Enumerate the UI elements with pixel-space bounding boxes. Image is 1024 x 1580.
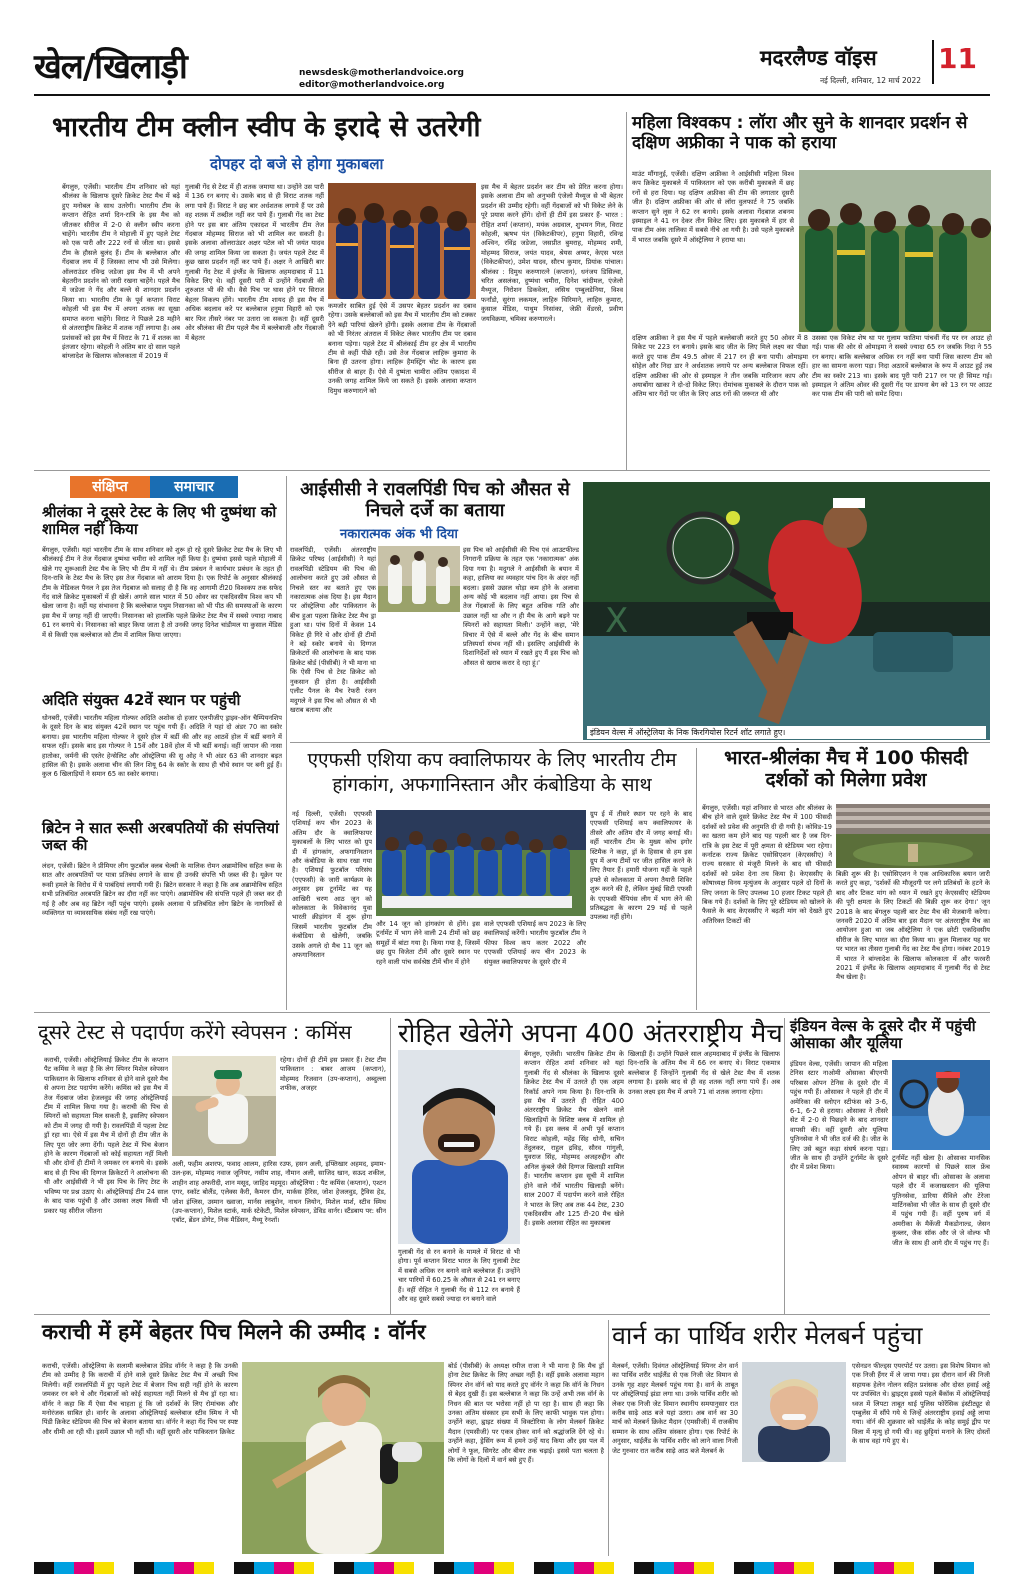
india-football-team-photo [376,810,586,916]
headline-afc-asia-cup: एएफसी एशिया कप क्वालिफायर के लिए भारतीय टीम हांगकांग, अफगानिस्तान और कंबोडिया के साथ [307,749,677,796]
editor-email[interactable]: editor@motherlandvoice.org [299,80,445,90]
headline-icc-rawalpindi: आईसीसी ने रावलपिंडी पिच को औसत से निचले दर्जे का बताया [300,479,570,521]
vertical-rule-a7-a8 [784,1018,785,1314]
brief-headline-aditi: अदिति संयुक्त 42वें स्थान पर पहुंची [42,691,241,709]
osaka-photo [892,1060,990,1150]
a5-column-1: बेंगलुरु, एजेंसी। यहां शनिवार से भारत और श्रीलंका के बीच होने वाले दूसरे क्रिकेट टेस्ट मैच में 100 फीसदी दर्शकों को प्रवेश की अनुमति दी दी गयी है। कोविड-19 का खतरा कम होने बाद यह पहली बार है जब दिन-रात्रि के इस टेस्ट में पूरी क्षमता से स्टेडियम भरा रहेगा। कर्नाटक राज्य क्रिकेट एसोसिएशन (केएससीए) ने राज्य सरकार से मंजूरी मिलने के बाद सौ फीसदी दर्शकों को प्रवेश देना तय किया है। केएससीए के कोषाध्यक्ष विनय मृत्युंजय के अनुसार पहले दो दिनों के लिए जनता के लिए उपलब्ध 10 हजार टिकट पहले ही बिक गये हैं। दर्शकों के लिए पूरे स्टेडियम को खोलने के फैसले के बाद केएससीए ने बढ़ती मांग को देखते हुए अतिरिक्त टिकटों की [702,804,832,925]
dateline: नई दिल्ली, शनिवार, 12 मार्च 2022 [820,76,922,85]
south-africa-team-photo [799,170,991,332]
headline-india-clean-sweep: भारतीय टीम क्लीन स्वीप के इरादे से उतरेगी [52,112,481,143]
headline-full-spectators: भारत-श्रीलंका मैच में 100 फीसदी दर्शकों को मिलेगा प्रवेश [724,747,968,791]
rohit-sharma-photo [398,1050,520,1244]
kyrgios-photo [583,482,990,740]
horizontal-rule-lower [34,1012,990,1013]
a1-column-4: इस मैच में बेहतर प्रदर्शन कर टीम को प्रेरित करना होगा। इसके अलावा टीम को अनुभवी एंजेलो मैथ्यूज से भी बेहतर प्रदर्शन की उम्मीद रहेगी। वहीं गेंदबाजों को भी विकेट लेने के पूरे प्रयास करने होंगे। दोनों ही टीमें इस प्रकार हैं- भारत : रोहित शर्मा (कप्तान), मयंक अग्रवाल, शुभमन गिल, विराट कोहली, ऋषभ पंत (विकेटकीपर), हनुमा विहारी, रविन्द्र अश्विन, रविंद्र जडेजा, जसप्रीत बुमराह, मोहम्मद शमी, मोहम्मद सिराज, जयंत यादव, श्रेयस अय्यर, केएस भरत (विकेटकीपर), उमेश यादव, सौरभ कुमार, प्रियांक पांचाल। श्रीलंका : दिमुथ करुणारत्ने (कप्तान), धनंजय डिसिल्वा, चरित असलंका, दुष्मंथा चमीरा, दिनेश चांदीमल, एंजेलो मैथ्यूज, निरोशन डिकवेला, लसिथ एम्बुलडेनिया, विश्व फर्नांडो, सुरंगा लकमल, लाहिरु थिरिमाने, लाहिरु कुमारा, कुसाल मेंडिस, पाथुम निसांका, जेफ्री वेंडरसे, प्रवीण जयविक्रमा, चमिका करुणारत्ने। [481,183,623,323]
headline-osaka-yulia: इंडियन वेल्स के दूसरे दौर में पहुंची ओसाका और यूलिया [790,1017,976,1053]
a4-column-1: नई दिल्ली, एजेंसी। एएफसी एशियाई कप चीन 2023 के अंतिम दौर के क्वालिफायर मुकाबलों के लिए भारत को ग्रुप डी में हांगकांग, अफगानिस्तान और कंबोडिया के साथ रखा गया है। एशियाई फुटबॉल परिसंघ (एएफसी) के जारी कार्यक्रम के अनुसार इस टूर्नामेंट का यह आखिरी चरण आठ जून को कोलकाता के विवेकानंद युवा भारती क्रीड़ांगन में शुरू होगा जिसमें भारतीय फुटबॉल टीम कंबोडिया से खेलेगी, जबकि उसके अगले दो मैच 11 जून को अफगानिस्तान [292,810,372,960]
headline-warne-body-melbourne: वार्न का पार्थिव शरीर मेलबर्न पहुंचा [612,1321,923,1350]
a1-column-1: बेंगलुरु, एजेंसी। भारतीय टीम शनिवार को यहां श्रीलंका के खिलाफ दूसरे क्रिकेट टेस्ट मैच में बढ़े हुए मनोबल के साथ उतरेगी। भारतीय टीम के कप्तान रोहित शर्मा दिन-रात्रि के इस मैच को जीतकर सीरीज में 2-0 से क्लीन स्वीप करना चाहेंगे। भारतीय टीम ने मोहाली में हुए पहले टेस्ट को एक पारी और 222 रनों से जीता था। इससे टीम के हौसले बुलंद हैं। टीम के बल्लेबाज और गेंदबाज लय में हैं जिसका लाभ भी उसे मिलेगा। ऑलराउंडर रविन्द्र जडेजा इस मैच में भी अपने बेहतरीन प्रदर्शन को जारी रखना चाहेंगे। पहले मैच में जडेजा ने गेंद और बल्ले से शानदार प्रदर्शन किया था। भारतीय टीम के पूर्व कप्तान विराट कोहली भी इस मैच में अपना शतक का सूखा समाप्त करना चाहेंगे। विराट ने पिछले 28 महीने से अंतरराष्ट्रीय क्रिकेट में शतक नहीं लगाया है। अब प्रशंसकों को इस मैच में विराट के 71 वें शतक का इंतजार रहेगा। कोहली ने अंतिम बार दो साल पहले बांग्लादेश के खिलाफ कोलकाता में 2019 में [62,183,180,361]
vertical-rule-a4-a5 [696,748,697,1010]
warner-photo [242,1362,444,1554]
vertical-rule-a1-a2 [626,112,627,470]
brief-tag-samachar: समाचार [150,476,238,498]
horizontal-rule-top [34,470,990,471]
brief-body-aditi: धोनबरी, एजेंसी। भारतीय महिला गोल्फर अदिति अशोक दो हजार एलपीजीए ड्राइव-ऑन चैम्पियनशिप के दूसरे दिन के बाद संयुक्त 42वें स्थान पर पहुंच गयी हैं। अदिति ने यहां दो अंडर 70 का स्कोर बनाया। इस भारतीय महिला गोल्फर ने दूसरे होल में बर्डी की और वह आठवें होल में बर्डी बनाने में सफल रहीं। इसके बाद इस गोल्फर ने 15वें और 18वें होल में भी बर्डी बनाई। वहीं जापान की नासा हातोका, जर्मनी की एस्तेर हेन्सेलिट और ऑस्ट्रेलिया की सु ओह ने भी अंडर 63 की शानदार बढ़त हासिल की है। इसके अलावा चीन की लिन शियू 64 के स्कोर के साथ ही चौथे स्थान पर बनी हुई हैं। कुल 6 खिलाड़ियों ने समान 65 का स्कोर बनाया। [42,714,282,779]
brief-headline-dushmantha: श्रीलंका ने दूसरे टेस्ट के लिए भी दुष्मंथा को शामिल नहीं किया [42,503,277,539]
horizontal-rule-bottom [34,1314,990,1315]
section-title: खेल/खिलाड़ी [34,47,187,87]
a10-column-1: मेलबर्न, एजेंसी। दिवंगत ऑस्ट्रेलियाई स्पिनर शेन वार्न का पार्थिव शरीर थाईलैंड से एक निजी जेट विमान से उनके गृह शहर मेलबर्न पहुंच गया है। वार्न के ताबूत पर ऑस्ट्रेलियाई झंडा लगा था। उनके पार्थिव शरीर को लेकर एक निजी जेट विमान स्थानीय समयानुसार रात करीब साढ़े आठ बजे यहां उतरा। अब वार्न का 30 मार्च को मेलबर्न क्रिकेट मैदान (एमसीजी) में राजकीय सम्मान के साथ अंतिम संस्कार होगा। एक रिपोर्ट के अनुसार, थाईलैंड के पार्थिव शरीर को लाने वाला निजी जेट गुरुवार रात करीब साढ़े आठ बजे मेलबर्न के [612,1362,738,1455]
shane-warne-photo [742,1362,846,1462]
page-number: 11 [938,42,977,75]
a2-column-3: उसका एक विकेट शेष था पर गुलाम फातिमा पांचवीं गेंद पर रन आउट हो गईं। पाक की ओर से ओमाइमा ने सबसे ज्यादा 65 रन जबकि निदा ने 55 रन बनाए। बाकि बल्लेबाज अधिक रन नहीं बना पायीं जिस कारण टीम को हार का सामना करना पड़ा। निदा अठारवें बल्लेबाज के रूप में आउट हुईं तब टीम का स्कोर 213 था। इसके बाद पूरी पारी 217 रन पर ही सिमट गई। इस्माइल ने अंतिम ओवर की दूसरी गेंद पर डायना बेग को 13 रन पर आउट कर पाक टीम की पारी को समेट दिया। [812,334,992,399]
a10-column-2: एसेनडन फील्ड्स एयरपोर्ट पर उतरा। इस विशेष विमान को एक निजी हैंगर में ले जाया गया। इस दौरान वार्न की निजी सहायक हेलेन नोलन सहित प्रशंसक और दोस्त हवाई अड्डे पर उपस्थित थे। ह्वाइट्स इससे पहले बैंकॉक में ऑस्ट्रेलियाई ध्वज में लिपटा ताबूत थाई पुलिस फोरेंसिक इंस्टीट्यूट से एम्बुलेंस में सौंपे गये थे जिन्हें अंतरराष्ट्रीय हवाई अड्डे लाया गया। वॉर्न की शुक्रवार को थाईलैंड के कोह समुई द्वीप पर विला में मृत्यु हो गयी थी। वह छुट्टियां मनाने के लिए दोस्तों के साथ वहां गये हुए थे। [852,1362,990,1446]
kyrgios-photo-caption: इंडियन वेल्स में ऑस्ट्रेलिया के निक किरगियोस रिटर्न शॉट लगाते हुए। [587,726,986,739]
swepson-photo [172,1056,276,1156]
stadium-photo [836,804,990,868]
a2-column-1: माउंट मौंगानुई, एजेंसी। दक्षिण अफ्रीका ने आईसीसी महिला विश्व कप क्रिकेट मुकाबले में पाकिस्तान को एक करीबी मुकाबले में छह रनों से हरा दिया। यह दक्षिण अफ्रीका की टीम की लगातार दूसरी जीत है। दक्षिण अफ्रीका की ओर से लॉरा वुलफार्ट ने 75 जबकि कप्तान सुने लूस ने 62 रन बनाये। इसके अलावा गेंदबाज शबनम इस्माइल ने 41 रन देकर तीन विकेट लिए। इस मुकाबले में हार से पाक टीम अंक तालिका में सबसे नीचे आ गयी है। उसे पहले मुकाबले में भारत जबकि दूसरे में ऑस्ट्रेलिया ने हराया था। [632,170,794,244]
a7-column-1: बेंगलुरु, एजेंसी। भारतीय क्रिकेट टीम के कप्तान रोहित शर्मा शनिवार को यहां गुलाबी गेंद से श्रीलंका के खिलाफ दूसरे क्रिकेट टेस्ट मैच में उतरते ही एक अहम रिकॉर्ड अपने नाम किया है। दिन-रात्रि के इस मैच में उतरते ही रोहित 400 अंतरराष्ट्रीय क्रिकेट मैच खेलने वाले खिलाड़ियों के विशिष्ट क्लब में शामिल हो गये हैं। इस क्लब में अभी पूर्व कप्तान विराट कोहली, महेंद्र सिंह धोनी, सचिन तेंदुलकर, राहुल द्रविड़, सौरव गांगुली, युवराज सिंह, मोहम्मद अजहरुद्दीन और अनिल कुंबले जैसे दिग्गज खिलाड़ी शामिल हैं। भारतीय कप्तान इस सूची में शामिल होने वाले नौवें भारतीय खिलाड़ी बनेंगे। साल 2007 में पदार्पण करने वाले रोहित ने भारत के लिए अब तक 44 टेस्ट, 230 एकदिवसीय और 125 टी-20 मैच खेले हैं। इसके अलावा रोहित का मुकाबला [524,1050,624,1228]
brief-body-britain: लंदन, एजेंसी। ब्रिटेन ने प्रीमियर लीग फुटबॉल क्लब चेल्सी के मालिक रोमन अब्रामोविच सहित रूस के सात और अरबपतियों पर यात्रा प्रतिबंध लगाने के साथ ही उनकी संपत्ति भी जब्त की है। यूक्रेन पर रूसी हमले के विरोध में ये पाबंदियां लगायी गयी हैं। ब्रिटेन सरकार ने कहा है कि अब अब्रामोविच सहित सभी प्रतिबंधित अरबपति ब्रिटेन का दौरा नहीं कर पाएंगे। अब्रामोविच की संपत्ति पहले ही जब्त कर दी गई है और अब वह ब्रिटेन नहीं पहुंच पाएंगे। इसके अलावा ये प्रतिबंधित लोग ब्रिटेन के नागरिकों से व्यक्तिगत या व्यावसायिक संबंध नहीं रख पाएंगे। [42,862,282,918]
vertical-rule-a6-a7 [390,1018,391,1314]
a2-column-2: दक्षिण अफ्रीका ने इस मैच में पहले बल्लेबाजी करते हुए 50 ओवर में 8 विकेट पर 223 रन बनाये। इसके बाद जीत के लिए मिले लक्ष्य का पीछा करते हुए पाक टीम 49.5 ओवर में 217 रन ही बना पायी। ओमाइमा सोहेल और निदा डार ने अर्धशतक लगाये पर अन्य बल्लेबाज विफल रहीं। दक्षिण अफ्रीका की ओर से इस्माइल ने तीन जबकि मारिजान काप और अयाबोंगा खाका ने दो-दो विकेट लिए। रोमांचक मुकाबले के दौरान पाक को अंतिम चार गेंदों पर जीत के लिए आठ रनों की जरूरत थी और [632,334,808,399]
a6-column-3: अली, फहीम अशरफ, फवाद आलम, हारिस रउफ, हसन अली, इफ्तिखार अहमद, इमाम-उल-हक, मोहम्मद नवाज जूनियर, नसीम शाह, नौमान अली, साजिद खान, सऊद शकील, शाहीन शाह अफरीदी, शान मसूद, जाहिद महमूद। ऑस्ट्रेलिया : पैट कमिंस (कप्तान), एश्टन एगर, स्कॉट बोलैंड, एलेक्स कैरी, कैमरन ग्रीन, मार्कस हैरिस, जोश हेजलवुड, ट्रैविस हेड, जोश इंग्लिस, उस्मान ख्वाजा, मार्नस लाबुशेन, नाथन लियोन, मिशेल मार्श, स्टीव स्मिथ (उप-कप्तान), मिशेल स्टार्क, मार्क स्टेकेटी, मिशेल स्वेपसन, डेविड वार्नर। स्टैंडबाय पर: सीन एबॉट, ब्रेंडन डोगेट, निक मैडिंसन, मैथ्यू रेनशॉ। [172,1160,386,1225]
a9-column-2: बोर्ड (पीसीबी) के अध्यक्ष रमीज राजा ने भी माना है कि मैच ड्रॉ होना टेस्ट क्रिकेट के लिए अच्छा नहीं है। वहीं इसके अलावा महान स्पिनर शेन वॉर्न को याद करते हुए वॉर्नर ने कहा कि वॉर्न के निधन से बेहद दुखी हैं। इस बल्लेबाज ने कहा कि उन्हें अभी तक वॉर्न के निधन की बात पर भरोसा नहीं हो पा रहा है। साथ ही कहा कि उनका अंतिम संस्कार हम सभी के लिए काफी भावुक पल होगा। उन्होंने कहा, ह्वाइट संख्या में विक्टोरिया के लोग मेलबर्न क्रिकेट मैदान (एमसीजी) पर एकत्र होकर वार्न को श्रद्धांजलि देंगे रहे थे। उन्होंने कहा, ड्रेसिंग रूम में हमने उन्हें याद किया और इस पल में लोगों ने फूल, सिगरेट और बीयर तक चढ़ाई। इससे पता चलता है कि लोगों के दिलों में वार्न बसे हुए हैं। [448,1362,604,1465]
subheadline-negative-point: नकारात्मक अंक भी दिया [340,527,458,542]
a5-column-2: बिक्री शुरू की है। एसोसिएशन ने एक आधिकारिक बयान जारी करते हुए कहा, 'दर्शकों की मौजूदगी पर लगे प्रतिबंधों के हटने के बाद और टिकट मांग को ध्यान में रखते हुए केएससीए स्टेडियम की पूरी क्षमता के लिए टिकटों की बिक्री शुरू कर देगा।' जून 2018 के बाद बेंगलुरु पहली बार टेस्ट मैच की मेजबानी करेगा। जनवरी 2020 में अंतिम बार इस मैदान पर अंतरराष्ट्रीय मैच का आयोजन हुआ था जब ऑस्ट्रेलिया ने एक छोटी एकदिवसीय सीरीज के लिए भारत का दौरा किया था। कुल मिलाकर यह घर पर भारत का तीसरा गुलाबी गेंद का टेस्ट मैच होगा। नवंबर 2019 में भारत ने बांग्लादेश के खिलाफ कोलकाता में और फरवरी 2021 में इंग्लैंड के खिलाफ अहमदाबाद में गुलाबी गेंद से टेस्ट मैच खेला है। [836,870,990,982]
brand-name: मदरलैण्ड वॉइस [760,46,877,70]
masthead-rule [34,94,990,96]
a3-column-1-top: रावलपिंडी, एजेंसी। अंतरराष्ट्रीय क्रिकेट परिषद (आईसीसी) ने यहां रावलपिंडी स्टेडियम की पिच की आलोचना करते हुए उसे औसत से निचले स्तर का बताते हुए एक नकारात्मक अंक दिया है। इस मैदान पर ऑस्ट्रेलिया और पाकिस्तान के बीच हुआ पहला क्रिकेट टेस्ट मैच ड्रा हुआ था। पांच दिनों में केवल 14 विकेट ही गिरे थे और दोनों ही टीमों ने बड़े स्कोर बनाये थे। दिग्गज क्रिकेटरों की आलोचना के बाद पाक क्रिकेट बोर्ड (पीसीबी) ने भी माना था कि ऐसी पिच से टेस्ट क्रिकेट को नुकसान ही होता है। आईसीसी एलीट पैनल के मैच रेफरी रंजन मदुगले ने इस पिच को औसत से भी खराब बताया और [290,546,376,714]
a4-column-2: और 14 जून को हांगकांग से होंगे। इस टूर्नामेंट में भाग लेने वाली 24 टीमों को छह समूहों में बांटा गया है। किया गया है, जिसमें छह ग्रुप विजेता टीमें और दूसरे स्थान पर रहने वाली पांच सर्वश्रेष्ठ टीमें चीन में होने [376,920,480,966]
headline-womens-world-cup: महिला विश्वकप : लॉरा और सुने के शानदार प्रदर्शन से दक्षिण अफ्रीका ने पाक को हराया [632,113,968,153]
headline-warner-karachi: कराची में हमें बेहतर पिच मिलने की उम्मीद : वॉर्नर [42,1320,426,1344]
subheadline-match-time: दोपहर दो बजे से होगा मुकाबला [210,155,384,173]
vertical-rule-briefs [286,476,287,1010]
a8-column-1: इंडियन वेल्स, एजेंसी। जापान की महिला टेनिस स्टार नाओमी ओसाका बीएनपी परिबास ओपन टेनिस के दूसरे दौर में पहुंच गयी हैं। ओसाका ने पहले ही दौर में अमेरिका की स्लोएन स्टीफंस को 3-6, 6-1, 6-2 से हराया। ओसाका ने तीसरे सेट में 2-0 से पिछड़ने के बाद शानदार वापसी की। वहीं दूसरी ओर यूलिया पुतिनसेवा ने भी जीत दर्ज की है। जीत के लिए उसे बहुत कड़ा संघर्ष करना पड़ा। जीत के साथ ही उन्होंने टूर्नामेंट के दूसरे दौर में प्रवेश किया। [790,1060,888,1172]
headline-rohit-400: रोहित खेलेंगे अपना 400 अंतरराष्ट्रीय मैच [398,1019,783,1049]
a8-column-2: टूर्नामेंट नहीं खेला है। ओसाका मानसिक स्वास्थ्य कारणों से पिछले साल फ्रेंच ओपन से बाहर थीं। ओसाका के अलावा पहले दौर में कजाखस्तान की यूलिया पुतिनसेवा, डारिया सैविले और टेरेजा मार्टिनकोवा भी जीत के साथ ही दूसरे दौर में पहुंच गयी हैं। वहीं पुरुष वर्ग में अमरीका के मैकेंजी मैकडोनाल्ड, जेसन कुब्लर, जैक सॉक और जे जे वोल्फ भी जीत के साथ ही आगे दौर में पहुंच गए हैं। [892,1154,990,1247]
brief-body-dushmantha: बेंगलुरु, एजेंसी। यहां भारतीय टीम के साथ शनिवार को शुरू हो रहे दूसरे क्रिकेट टेस्ट मैच के लिए भी श्रीलंकाई टीम ने तेज गेंदबाज दुष्मंथा चमीरा को शामिल नहीं किया है। दुष्मंथा इससे पहले मोहाली में खेले गए शुरूआती टेस्ट मैच के लिए भी टीम में नहीं थे। टीम प्रबंधन ने कार्यभार प्रबंधन के तहत ही दिन-रात्रि के टेस्ट मैच के लिए इस तेज गेंदबाज को आराम दिया है। एक रिपोर्ट के अनुसार श्रीलंकाई टीम के मेडिकल पैनल ने इस तेज गेंदबाज को सलाह दी है कि वह आगामी टी20 विश्वकप तक सफेद गेंद वाले क्रिकेट मुकाबलों में ही खेलें। अगले साल भारत में 50 ओवर का एकदिवसीय विश्व कप भी खेला जाना है। वहीं यह संभावना है कि बल्लेबाज पथुम निसानका को भी पीठ की समस्याओं के कारण इस मैच में जगह नहीं दी जाएगी। निसानका को हालांकि पहले क्रिकेट टेस्ट मैच में सबसे ज्यादा नाबाद 61 रन बनाये थे। निसानका को बाहर किया जाता है तो उनकी जगह दिनेश चांडीमल या कुसाल मेंडिस में से किसी एक बल्लेबाज को टीम में शामिल किया जाएगा। [42,546,282,639]
a7-column-2: गुलाबी गेंद से रन बनाने के मामले में विराट से भी होगा। पूर्व कप्तान विराट भारत के लिए गुलाबी टेस्ट में सबसे अधिक रन बनाने वाले बल्लेबाज हैं। उन्होंने चार पारियों में 60.25 के औसत से 241 रन बनाए हैं। वहीं रोहित ने गुलाबी गेंद से 112 रन बनाये हैं और वह दूसरे सबसे ज्यादा रन बनाने वाले [398,1248,520,1304]
color-registration-bar [34,1562,990,1574]
horizontal-rule-mid [290,742,990,743]
newsdesk-email[interactable]: newsdesk@motherlandvoice.org [299,68,464,78]
svg-text:X: X [605,601,629,641]
a1-column-2: गुलाबी गेंद से टेस्ट में ही शतक जमाया था। उन्होंने उस पारी में 136 रन बनाए थे। उसके बाद से ही विराट शतक नहीं लगा पाये हैं। विराट ने छह बार अर्धशतक लगाये हैं पर उसे वह शतक में तब्दील नहीं कर पाये हैं। गुलाबी गेंद का टेस्ट होने पर इस बार अंतिम एकादश में भारतीय टीम तेज गेंदबाज मोहम्मद सिराज को भी शामिल कर सकती है। इसके अलावा ऑलराउंडर अक्षर पटेल को भी जयंत यादव की जगह शामिल किया जा सकता है। जयंत पहले टेस्ट में कुछ खास प्रदर्शन नहीं कर पाये हैं। अक्षर ने आखिरी बार गुलाबी गेंद टेस्ट में इंग्लैंड के खिलाफ अहमदाबाद में 11 विकेट लिए थे। वहीं दूसरी पारी में उन्होंने गेंदबाजी की शुरुआत भी की थी। वैसे पिच पर घास होने पर सिराज बेहतर विकल्प होंगे। भारतीय टीम शायद ही इस मैच में अधिक बदलाव करे पर बल्लेबाज हनुमा विहारी को एक बार फिर तीसरे नंबर पर उतारा जा सकता है। वहीं दूसरी ओर श्रीलंका की टीम पहले मैच में बल्लेबाजी और गेंदबाजी में बेहतर [185,183,324,342]
a1-column-3: कमजोर साबित हुई ऐसे में उसपर बेहतर प्रदर्शन का दबाव रहेगा। उसके बल्लेबाजों को इस मैच में भारतीय टीम को टक्कर देने बढ़ी पारियां खेलने होंगी। इसके अलावा टीम के गेंदबाजों को भी निरंतर अंतराल में विकेट लेकर भारतीय टीम पर दबाव बनाना पड़ेगा। पहले टेस्ट में श्रीलंकाई टीम हर क्षेत्र में भारतीय टीम से कहीं पीछे रही। उसे तेज गेंदबाज लाहिरू कुमारा के बिना ही उतरना होगा। लाहिरू हैमस्ट्रिंग चोट के कारण इस सीरीज से बाहर हैं। ऐसे में दुष्मंता चामीरा अंतिम एकादश में उनकी जगह शामिल किये जा सकते हैं। इसके अलावा कप्तान दिमुथ करुणारत्ने को [328,302,476,395]
a7-column-3: खिलाड़ी हैं। उन्होंने पिछले साल अहमदाबाद में इंग्लैंड के खिलाफ दिन-रात्रि के अंतिम मैच में 66 रन बनाए थे। विराट एकमात्र बल्लेबाज हैं जिन्होंने गुलाबी गेंद से खेले टेस्ट मैच में शतक लगाया है। इसके बाद से ही वह शतक नहीं लगा पाये हैं। अब उनका लक्ष्य इस मैच में अपने 71 वां शतक लगाना रहेगा। [628,1050,780,1096]
brief-tag-sankshipt: संक्षिप्त [70,476,150,498]
a3-column-2: इस पिच को आईसीसी की पिच एवं आउटफील्ड निगरानी प्रक्रिया के तहत एक 'नकारात्मक' अंक दिया गया है। मदुगले ने आईसीसी के बयान में कहा, हालिया का व्यवहार पांच दिन के अंदर नहीं बदला। इससे उछाल थोड़ा कम होने के अलावा अन्य कोई भी बदलाव नहीं आया। इस पिच से तेज गेंदबाजों के लिए बहुत अधिक गति और उछाल नहीं था और न ही मैच के आगे बढ़ने पर स्पिनरों को सहायता मिली।' उन्होंने कहा, 'मेरे विचार में ऐसे में बल्ले और गेंद के बीच समान प्रतिस्पर्धा संभव नहीं थी। इसलिए आईसीसी के दिशानिर्देशों को ध्यान में रखते हुए मैं इस पिच को औसत से खराब करार दे रहा हूं।' [463,546,579,667]
brand-divider [932,40,934,84]
rawalpindi-players-photo [378,546,460,612]
vertical-rule-a9-a10 [608,1320,609,1556]
a4-column-3: वाले एएफसी एशियाई कप 2023 के लिए क्वालिफाई करेंगी। भारतीय फुटबॉल टीम ने फीफा विश्व कप कतर 2022 और एएफसी एशियाई कप चीन 2023 के संयुक्त क्वालिफायर के दूसरे दौर में [484,920,586,966]
brief-headline-britain: ब्रिटेन ने सात रूसी अरबपतियों की संपत्तियां जब्त की [42,819,279,855]
a9-column-1: कराची, एजेंसी। ऑस्ट्रेलिया के सलामी बल्लेबाज डेविड वॉर्नर ने कहा है कि उनकी टीम को उम्मीद है कि कराची में होने वाले दूसरे क्रिकेट टेस्ट मैच में अच्छी पिच मिलेगी। वहीं रावलपिंडी में हुए पहले टेस्ट में बेजान पिच सही नहीं होने के कारण जमकर रन बने थे और गेंदबाजों को कोई सहायता नहीं मिलने से मैच ड्रॉ रहा था। वॉर्नर ने कहा कि मैं ऐसा मैच चाहता हूं कि जो दर्शकों के लिए रोमांचक और मनोरंजक साबित हो। वार्नर के अलावा ऑस्ट्रेलियाई बल्लेबाज स्टीव स्मिथ ने भी पिंडी क्रिकेट स्टेडियम की पिच को बेजान बताया था। वॉर्नर ने कहा गेंद पिच पर स्पष्ट और धीमी आ रही थी। इसमें उछाल भी नहीं थी। वहीं दूसरी ओर पाकिस्तान क्रिकेट [42,1362,238,1436]
a6-column-1: कराची, एजेंसी। ऑस्ट्रेलियाई क्रिकेट टीम के कप्तान पैट कमिंस ने कहा है कि लेग स्पिनर मिशेल स्वेपसन पाकिस्तान के खिलाफ शनिवार से होने वाले दूसरे मैच से अपना टेस्ट पदार्पण करेंगे। कमिंस को इस मैच में तेज गेंदबाज जोश हेजलवुड की जगह ऑस्ट्रेलियाई टीम में शामिल किया गया है। कराची की पिच से स्पिनरों को सहायता मिल सकती है, इसलिए स्वेपसन को टीम में जगह दी गयी है। रावलपिंडी में पहला टेस्ट ड्रॉ रहा था। ऐसे में इस मैच में दोनों ही टीम जीत के लिए पूरा जोर लगा देंगी। पहले टेस्ट में पिच बेजान होने के कारण गेंदबाजों को कोई सहायता नहीं मिली थी और दोनों ही टीमों ने जमकर रन बनाये थे। इसके बाद से ही पिच की दिग्गज क्रिकेटरों ने आलोचना की थी और आईसीसी ने भी इस पिच के लिए टेस्ट के भविष्य पर प्रश्न उठाए थे। ऑस्ट्रेलियाई टीम 24 साल के बाद पाक पहुंची है और उसका लक्ष्य किसी भी प्रकार यह सीरीज जीतना [44,1056,168,1215]
a4-column-4: ग्रुप ई में तीसरे स्थान पर रहने के बाद एएफसी एशियाई कप क्वालिफायर के तीसरे और अंतिम दौर में जगह बनाई थी। वहीं भारतीय टीम के मुख्य कोच इगोर स्टिमैक ने कहा, ड्रॉ के हिसाब से हम इस ग्रुप में अन्य टीमों पर जीत हासिल करने के लिए तैयार हैं। हमारी योजना यहीं के पहले हफ्ते से कोलकाता में अपना तैयारी शिविर शुरू करने की है, लेकिन मुंबई सिटी एफसी के एएफसी चैंपियंस लीग में भाग लेने की प्रतिबद्धता के कारण 29 मई से पहले उपलब्ध नहीं होंगे। [590,810,692,922]
a6-column-2: रहेगा। दोनों ही टीमें इस प्रकार हैं। टेस्ट टीम पाकिस्तान : बाबर आजम (कप्तान), मोहम्मद रिजवान (उप-कप्तान), अब्दुल्ला शफीक, अजहर [280,1056,386,1093]
india-team-photo [328,183,476,299]
headline-swepson-debut: दूसरे टेस्ट से पदार्पण करेंगे स्वेपसन : कमिंस [38,1020,352,1044]
